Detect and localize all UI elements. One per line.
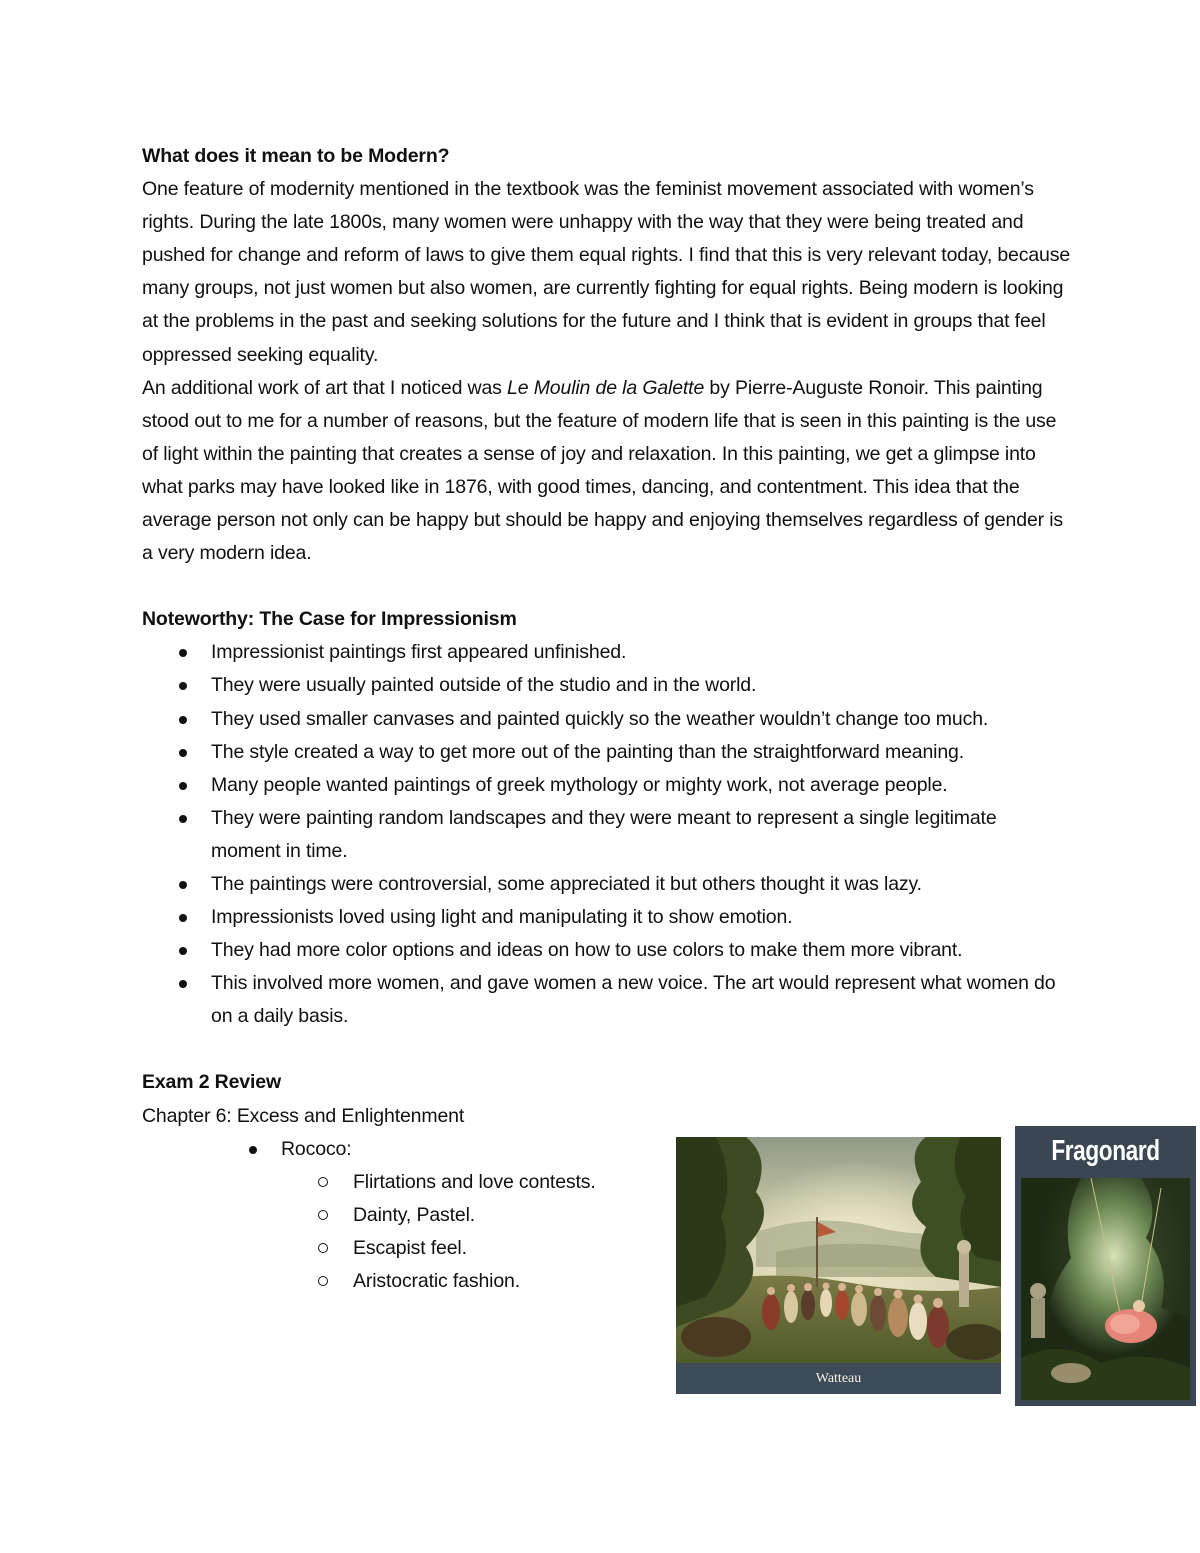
bullet-item: Impressionist paintings first appeared unfinished. [142, 636, 1071, 669]
fragonard-painting-image [1015, 1126, 1196, 1406]
artwork-title: Le Moulin de la Galette [507, 376, 705, 399]
bullet-item: They were usually painted outside of the studio and in the world. [142, 669, 1071, 702]
sub-bullet-item: Aristocratic fashion. [142, 1265, 1072, 1298]
fragonard-painting-art [1021, 1178, 1190, 1400]
bullet-item: The style created a way to get more out of the painting than the straightforward meaning. [142, 736, 1071, 769]
spacer [142, 1033, 1072, 1066]
paragraph-moulin-intro: An additional work of art that I noticed was [142, 376, 508, 399]
impressionism-bullet-list [142, 636, 1072, 1033]
bullet-item: Impressionists loved using light and manipulating it to show emotion. [142, 901, 1071, 934]
watteau-painting-art [676, 1137, 1001, 1363]
sub-bullet-item: Escapist feel. [142, 1232, 1072, 1265]
bullet-item: Many people wanted paintings of greek mythology or mighty work, not average people. [142, 769, 1071, 802]
section-heading-exam-review: Exam 2 Review [142, 1071, 281, 1094]
paragraph-moulin [142, 372, 1072, 571]
paragraph-modernity: One feature of modernity mentioned in the textbook was the feminist movement associated with women’s rights. During the late 1800s, many women were unhappy with the way that they were being treated and pushed for change and reform of laws to give them equal rights. I find that this is very relevant today, because many groups, not just women but also women, are currently fighting for equal rights. Being modern is looking at the problems in the past and seeking solutions for the future and I think that is evident in groups that feel oppressed seeking equality. [142, 178, 1071, 366]
bullet-item: This involved more women, and gave women a new voice. The art would represent what women do on a daily basis. [142, 967, 1071, 1033]
spacer [142, 570, 1072, 603]
sub-bullet-item: Flirtations and love contests. [142, 1166, 1072, 1199]
section-heading-modern: What does it mean to be Modern? [142, 145, 450, 167]
sub-bullet-item: Dainty, Pastel. [142, 1199, 1072, 1232]
bullet-item: The paintings were controversial, some appreciated it but others thought it was lazy. [142, 868, 1071, 901]
section-heading-impressionism: Noteworthy: The Case for Impressionism [142, 608, 517, 631]
paragraph-moulin-body: by Pierre-Auguste Ronoir. This painting stood out to me for a number of reasons, but the feature of modern life that is seen in this painting is the use of light within the painting that creates a sense of joy and relaxation. In this painting, we get a glimpse into what parks may have looked like in 1876, with good times, dancing, and contentment. This idea that the average person not only can be happy but should be happy and enjoying themselves regardless of gender is a very modern idea. [142, 376, 1064, 565]
watteau-painting-image [676, 1137, 1001, 1394]
bullet-item: They had more color options and ideas on how to use colors to make them more vibrant. [142, 934, 1071, 967]
rococo-bullet: Rococo: [142, 1133, 1072, 1166]
fragonard-title: Fragonard [1051, 1135, 1160, 1167]
bullet-item: They were painting random landscapes and they were meant to represent a single legitimate moment in time. [142, 802, 1071, 868]
bullet-item: They used smaller canvases and painted quickly so the weather wouldn’t change too much. [142, 703, 1071, 736]
document-body [142, 140, 1072, 1298]
watteau-caption: Watteau [676, 1363, 1001, 1394]
chapter-title: Chapter 6: Excess and Enlightenment [142, 1104, 465, 1127]
